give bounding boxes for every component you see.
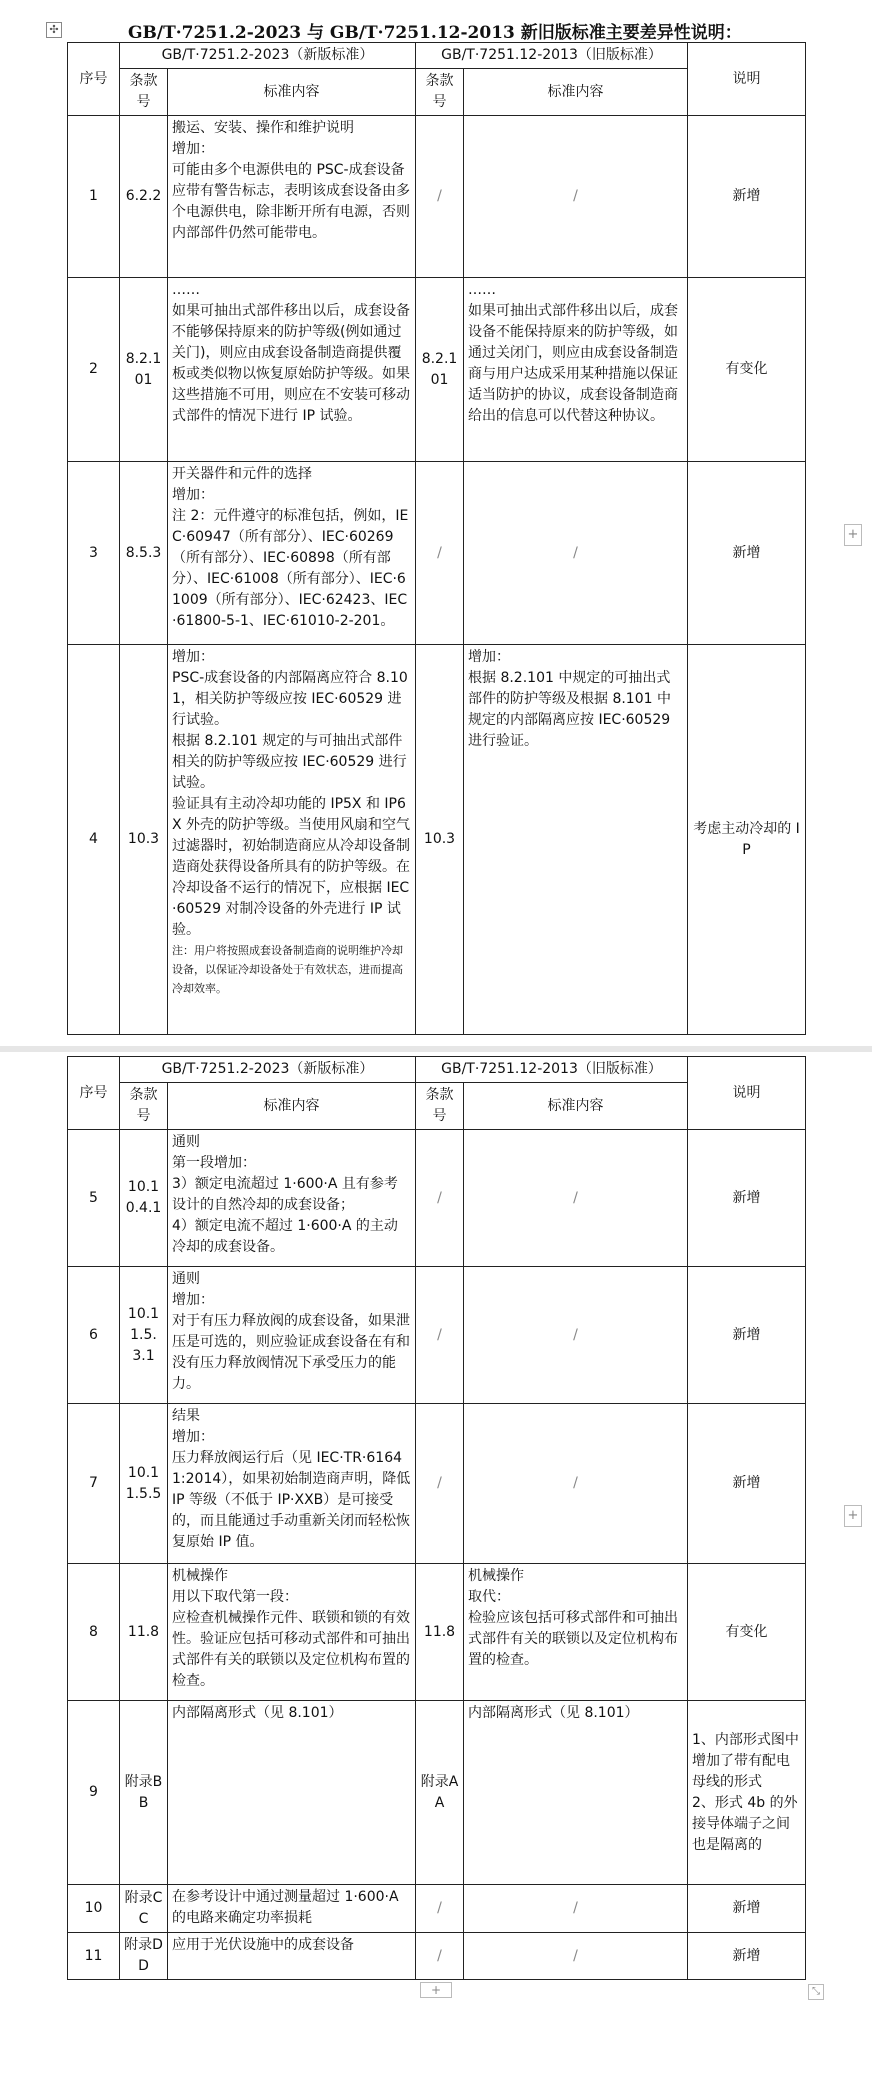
- table-resize-handle-icon[interactable]: ⤡: [808, 1984, 824, 2000]
- new-clause-number: 附录BB: [120, 1701, 168, 1885]
- new-content-text: 增加： PSC-成套设备的内部隔离应符合 8.101，相关防护等级应按 IEC·60529 进行试验。 根据 8.2.101 规定的与可抽出式部件相关的防护等级应按 IEC·60529 进行试验。 验证具有主动冷却功能的 IP5X 和 IP6X 外壳的防护等级。当使用风扇和空气过滤器时，初始制造商应从冷却设备制造商处获得设备所具有的防护等级。在冷却设备不运行的情况下，应根据 IEC·60529 对制冷设备的外壳进行 IP 试验。: [172, 649, 411, 938]
- old-standard-content: 增加： 根据 8.2.101 中规定的可抽出式部件的防护等级及根据 8.101 中规定的内部隔离应按 IEC·60529 进行验证。: [464, 645, 688, 1035]
- old-standard-content: /: [464, 116, 688, 278]
- table-row: [68, 1130, 806, 1267]
- header-note: 说明: [688, 43, 806, 116]
- table-move-handle-icon[interactable]: ✣: [46, 22, 62, 38]
- table-row: [68, 116, 806, 278]
- new-clause-number: 10.3: [120, 645, 168, 1035]
- change-note: 1、内部形式图中增加了带有配电母线的形式 2、形式 4b 的外接导体端子之间也是隔离的: [688, 1701, 806, 1885]
- new-standard-content: [168, 462, 416, 645]
- old-clause-number: /: [416, 1885, 464, 1933]
- new-content-text: 机械操作 用以下取代第一段： 应检查机械操作元件、联锁和锁的有效性。验证应包括可移动式部件和可抽出式部件有关的联锁以及定位机构布置的检查。: [172, 1568, 410, 1689]
- change-note: 新增: [688, 1404, 806, 1564]
- change-note: 新增: [688, 1933, 806, 1980]
- add-column-plus-icon[interactable]: +: [844, 1505, 862, 1527]
- table-row: [68, 645, 806, 1035]
- row-number: 5: [68, 1130, 120, 1267]
- new-clause-number: 8.2.101: [120, 278, 168, 462]
- old-standard-content: /: [464, 1885, 688, 1933]
- new-content-text: 通则 第一段增加： 3）额定电流超过 1·600·A 且有参考设计的自然冷却的成套设备； 4）额定电流不超过 1·600·A 的主动冷却的成套设备。: [172, 1134, 398, 1255]
- new-clause-number: 10.10.4.1: [120, 1130, 168, 1267]
- table-row: [68, 1564, 806, 1701]
- change-note: 新增: [688, 462, 806, 645]
- new-standard-content: [168, 645, 416, 1035]
- new-content-text: 开关器件和元件的选择 增加： 注 2：元件遵守的标准包括，例如，IEC·60947（所有部分）、IEC·60269（所有部分）、IEC·60898（所有部分）、IEC·61008（所有部分）、IEC·61009（所有部分）、IEC·62423、IEC·61800-5-1、IEC·61010-2-201。: [172, 466, 409, 629]
- new-standard-content: [168, 1701, 416, 1885]
- old-standard-content: /: [464, 462, 688, 645]
- header-new-std: GB/T·7251.2-2023（新版标准）: [120, 43, 416, 69]
- new-clause-number: 11.8: [120, 1564, 168, 1701]
- add-row-plus-icon[interactable]: +: [420, 1982, 452, 1998]
- table-row: [68, 1933, 806, 1980]
- header-old-content: 标准内容: [464, 69, 688, 116]
- row-number: 9: [68, 1701, 120, 1885]
- new-content-text: …… 如果可抽出式部件移出以后，成套设备不能够保持原来的防护等级(例如通过关门)，则应由成套设备制造商提供覆板或类似物以恢复原始防护等级。如果这些措施不可用，则应在不安装可移动式部件的情况下进行 IP 试验。: [172, 282, 410, 424]
- comparison-table-page1: [67, 42, 806, 1035]
- new-content-text: 内部隔离形式（见 8.101）: [172, 1705, 343, 1721]
- new-clause-number: 6.2.2: [120, 116, 168, 278]
- old-standard-content: …… 如果可抽出式部件移出以后，成套设备不能保持原来的防护等级，如通过关闭门，则应由成套设备制造商与用户达成采用某种措施以保证适当防护的协议，成套设备制造商给出的信息可以代替这种协议。: [464, 278, 688, 462]
- old-standard-content: /: [464, 1404, 688, 1564]
- new-content-text: 结果 增加： 压力释放阀运行后（见 IEC·TR·61641:2014），如果初始制造商声明，降低 IP 等级（不低于 IP·XXB）是可接受的，而且能通过手动重新关闭而轻松恢复原始 IP 值。: [172, 1408, 411, 1550]
- table-row: [68, 1885, 806, 1933]
- change-note: 新增: [688, 1130, 806, 1267]
- change-note: 新增: [688, 116, 806, 278]
- header-note: 说明: [688, 1057, 806, 1130]
- document-title: GB/T·7251.2-2023 与 GB/T·7251.12-2013 新旧版标准主要差异性说明：: [128, 23, 742, 43]
- new-standard-content: [168, 1404, 416, 1564]
- row-number: 11: [68, 1933, 120, 1980]
- new-standard-content: [168, 116, 416, 278]
- row-number: 6: [68, 1267, 120, 1404]
- table-row: [68, 1404, 806, 1564]
- old-clause-number: 附录AA: [416, 1701, 464, 1885]
- new-content-text: 通则 增加： 对于有压力释放阀的成套设备，如果泄压是可选的，则应验证成套设备在有和没有压力释放阀情况下承受压力的能力。: [172, 1271, 410, 1392]
- header-old-clause: 条款号: [416, 1083, 464, 1130]
- new-clause-number: 附录DD: [120, 1933, 168, 1980]
- header-old-content: 标准内容: [464, 1083, 688, 1130]
- table-row: [68, 1701, 806, 1885]
- old-clause-number: /: [416, 116, 464, 278]
- old-clause-number: /: [416, 462, 464, 645]
- new-standard-content: [168, 1933, 416, 1980]
- old-clause-number: /: [416, 1130, 464, 1267]
- row-number: 1: [68, 116, 120, 278]
- comparison-table-page2: [67, 1056, 806, 1980]
- new-content-note: 注：用户将按照成套设备制造商的说明维护冷却设备，以保证冷却设备处于有效状态，进而提高冷却效率。: [172, 944, 403, 995]
- new-clause-number: 8.5.3: [120, 462, 168, 645]
- row-number: 7: [68, 1404, 120, 1564]
- old-clause-number: 8.2.101: [416, 278, 464, 462]
- old-clause-number: /: [416, 1404, 464, 1564]
- new-clause-number: 10.11.5.5: [120, 1404, 168, 1564]
- row-number: 4: [68, 645, 120, 1035]
- row-number: 8: [68, 1564, 120, 1701]
- row-number: 2: [68, 278, 120, 462]
- change-note: 有变化: [688, 278, 806, 462]
- new-clause-number: 10.11.5.3.1: [120, 1267, 168, 1404]
- new-clause-number: 附录CC: [120, 1885, 168, 1933]
- header-old-clause: 条款号: [416, 69, 464, 116]
- header-seq: 序号: [68, 1057, 120, 1130]
- new-content-text: 在参考设计中通过测量超过 1·600·A 的电路来确定功率损耗: [172, 1889, 404, 1926]
- row-number: 10: [68, 1885, 120, 1933]
- header-new-std: GB/T·7251.2-2023（新版标准）: [120, 1057, 416, 1083]
- add-column-plus-icon[interactable]: +: [844, 524, 862, 546]
- row-number: 3: [68, 462, 120, 645]
- table-row: [68, 1267, 806, 1404]
- table-row: [68, 278, 806, 462]
- old-clause-number: 10.3: [416, 645, 464, 1035]
- header-old-std: GB/T·7251.12-2013（旧版标准）: [416, 1057, 688, 1083]
- new-content-text: 应用于光伏设施中的成套设备: [172, 1937, 354, 1953]
- old-clause-number: /: [416, 1267, 464, 1404]
- header-new-clause: 条款号: [120, 1083, 168, 1130]
- old-clause-number: /: [416, 1933, 464, 1980]
- header-new-clause: 条款号: [120, 69, 168, 116]
- change-note: 考虑主动冷却的 IP: [688, 645, 806, 1035]
- old-standard-content: /: [464, 1267, 688, 1404]
- old-standard-content: /: [464, 1130, 688, 1267]
- header-seq: 序号: [68, 43, 120, 116]
- header-new-content: 标准内容: [168, 1083, 416, 1130]
- old-clause-number: 11.8: [416, 1564, 464, 1701]
- header-new-content: 标准内容: [168, 69, 416, 116]
- change-note: 有变化: [688, 1564, 806, 1701]
- old-standard-content: 内部隔离形式（见 8.101）: [464, 1701, 688, 1885]
- old-standard-content: 机械操作 取代： 检验应该包括可移式部件和可抽出式部件有关的联锁以及定位机构布置的检查。: [464, 1564, 688, 1701]
- new-standard-content: [168, 1564, 416, 1701]
- new-standard-content: [168, 1130, 416, 1267]
- header-old-std: GB/T·7251.12-2013（旧版标准）: [416, 43, 688, 69]
- new-standard-content: [168, 1885, 416, 1933]
- change-note: 新增: [688, 1267, 806, 1404]
- new-content-text: 搬运、安装、操作和维护说明 增加： 可能由多个电源供电的 PSC-成套设备应带有警告标志，表明该成套设备由多个电源供电，除非断开所有电源，否则内部部件仍然可能带电。: [172, 120, 410, 241]
- change-note: 新增: [688, 1885, 806, 1933]
- new-standard-content: [168, 1267, 416, 1404]
- old-standard-content: /: [464, 1933, 688, 1980]
- table-row: [68, 462, 806, 645]
- new-standard-content: [168, 278, 416, 462]
